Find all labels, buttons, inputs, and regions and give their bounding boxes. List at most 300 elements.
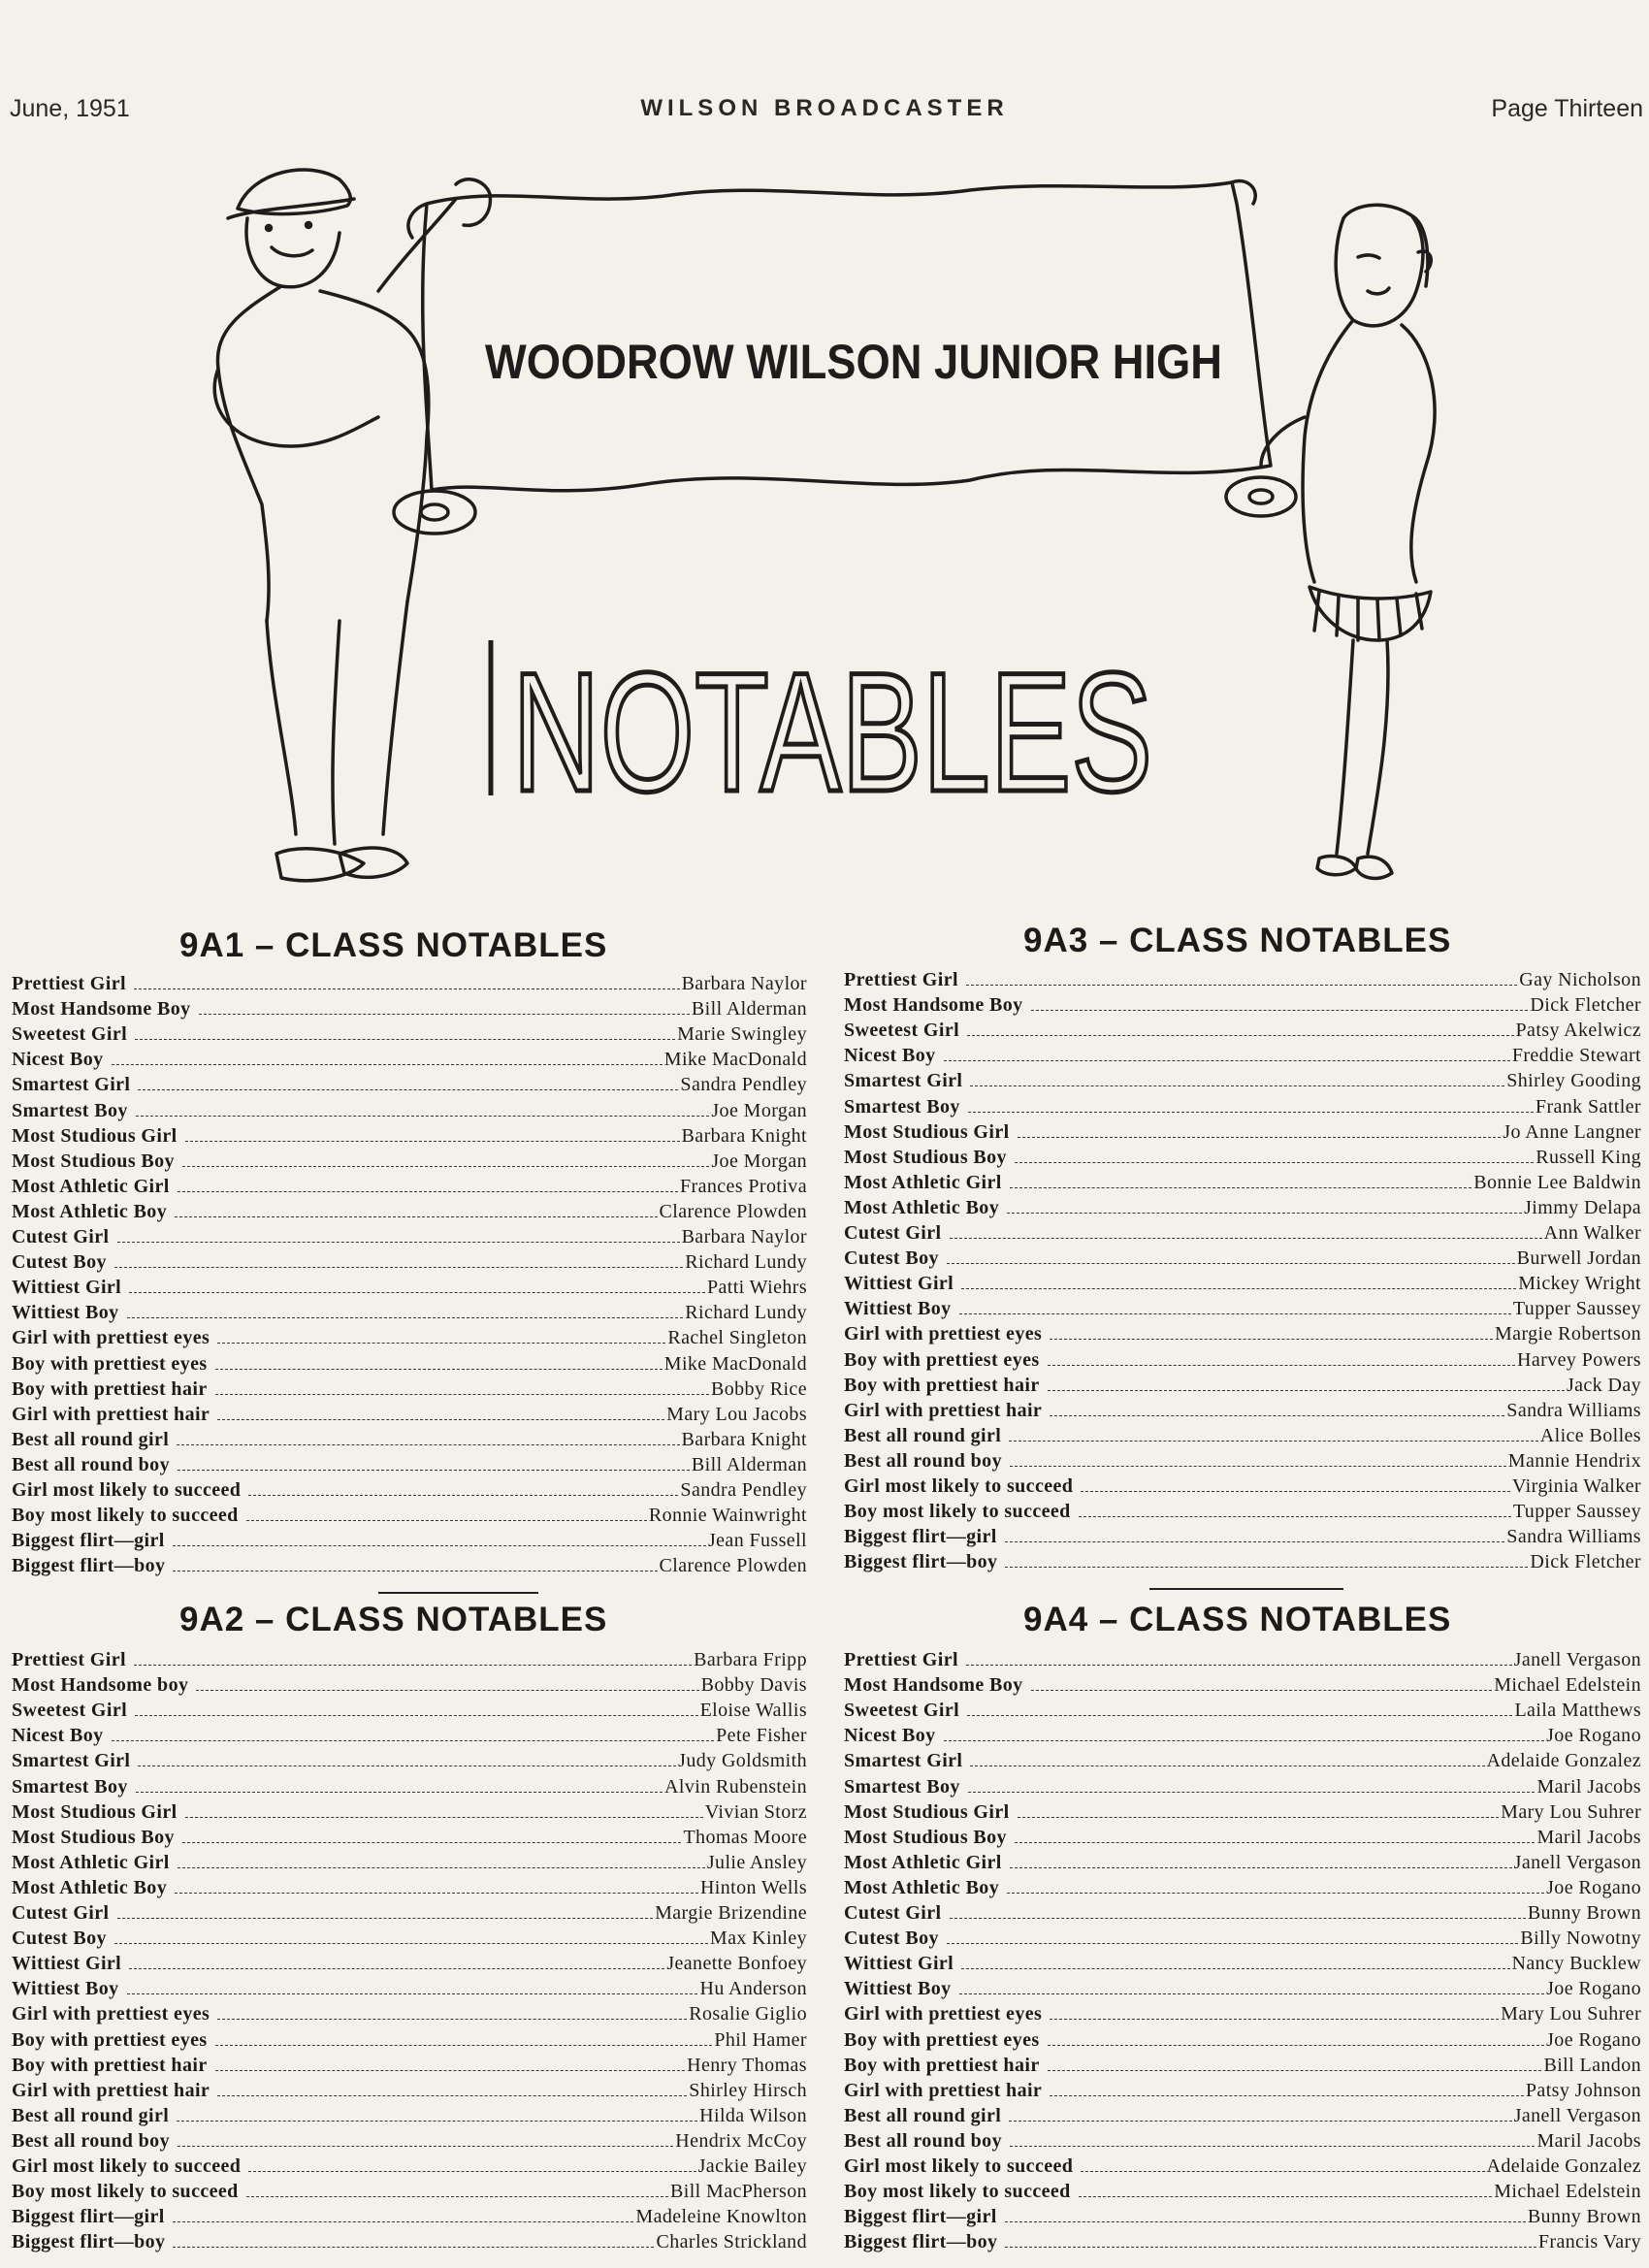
- notable-row: [844, 1798, 1641, 1824]
- notable-category: Best all round boy: [844, 1449, 1002, 1472]
- notable-name: Sandra Pendley: [680, 1478, 807, 1501]
- notable-row: [844, 1422, 1641, 1447]
- notable-name: Patsy Johnson: [1525, 2079, 1641, 2101]
- leader-dashes: [950, 1918, 1526, 1919]
- leader-dashes: [178, 2146, 673, 2147]
- notable-category: Girl with prettiest hair: [844, 1399, 1043, 1421]
- leader-dashes: [1015, 1842, 1535, 1843]
- notable-category: Most Studious Boy: [12, 1150, 175, 1172]
- notable-name: Jean Fussell: [707, 1530, 807, 1552]
- notable-category: Most Athletic Girl: [12, 1175, 170, 1197]
- notable-row: [12, 995, 807, 1021]
- notable-name: Barbara Knight: [681, 1428, 807, 1450]
- notable-name: Bobby Davis: [700, 1674, 807, 1697]
- leader-dashes: [961, 1288, 1516, 1289]
- notable-category: Cutest Boy: [844, 1928, 939, 1950]
- leader-dashes: [175, 1216, 657, 1217]
- notable-row: [844, 1092, 1641, 1118]
- notable-category: Girl most likely to succeed: [12, 2155, 242, 2177]
- leader-dashes: [1048, 1365, 1515, 1366]
- notable-category: Prettiest Girl: [844, 1649, 958, 1671]
- notable-name: Billy Nowotny: [1520, 1928, 1641, 1950]
- notable-name: Margie Robertson: [1494, 1323, 1641, 1345]
- notable-category: Wittiest Girl: [844, 1953, 954, 1975]
- notable-row: [12, 1697, 807, 1722]
- notable-row: [844, 1950, 1641, 1975]
- notable-name: Shirley Gooding: [1506, 1070, 1641, 1092]
- notable-name: Mike MacDonald: [663, 1352, 807, 1375]
- notable-name: Jackie Bailey: [697, 2155, 807, 2177]
- notable-name: Bill MacPherson: [670, 2181, 807, 2203]
- leader-dashes: [178, 1191, 678, 1192]
- notables-headline: NOTABLES: [512, 638, 1152, 827]
- leader-dashes: [182, 1166, 709, 1167]
- notables-list-9a3: [844, 966, 1641, 1573]
- leader-dashes: [1050, 1415, 1504, 1416]
- leader-dashes: [1010, 1867, 1512, 1868]
- leader-dashes: [944, 1060, 1510, 1061]
- notable-row: [12, 1798, 807, 1824]
- notable-category: Boy most likely to succeed: [844, 2181, 1071, 2203]
- notable-name: Dick Fletcher: [1530, 994, 1641, 1017]
- notable-name: Thomas Moore: [683, 1826, 807, 1848]
- notable-row: [844, 1169, 1641, 1194]
- notable-row: [844, 1144, 1641, 1169]
- notable-name: Frank Sattler: [1535, 1095, 1641, 1118]
- leader-dashes: [177, 1444, 679, 1445]
- notable-name: Vivian Storz: [704, 1800, 807, 1823]
- leader-dashes: [246, 1520, 647, 1521]
- notable-category: Wittiest Boy: [844, 1978, 952, 2000]
- notable-row: [844, 1219, 1641, 1245]
- notable-row: [12, 2203, 807, 2228]
- separator-rule-left: [378, 1592, 538, 1594]
- notable-category: Most Athletic Girl: [844, 1171, 1002, 1193]
- notable-name: Barbara Naylor: [681, 973, 807, 995]
- notable-category: Cutest Girl: [12, 1226, 110, 1248]
- notable-category: Best all round girl: [12, 2104, 170, 2126]
- notable-name: Jack Day: [1566, 1374, 1641, 1396]
- notable-row: [844, 2203, 1641, 2228]
- notable-row: [844, 2077, 1641, 2102]
- notable-category: Sweetest Girl: [844, 1020, 960, 1042]
- leader-dashes: [968, 1792, 1536, 1793]
- notable-name: Adelaide Gonzalez: [1486, 2155, 1641, 2177]
- notable-name: Mary Lou Jacobs: [666, 1403, 807, 1425]
- leader-dashes: [217, 1343, 665, 1344]
- notable-category: Smartest Girl: [12, 1074, 131, 1096]
- notable-name: Mary Lou Suhrer: [1501, 2003, 1641, 2025]
- notable-category: Biggest flirt—girl: [844, 1526, 997, 1548]
- notable-category: Boy with prettiest eyes: [12, 2028, 208, 2051]
- notable-name: Janell Vergason: [1513, 1851, 1641, 1873]
- notable-row: [844, 1722, 1641, 1747]
- notable-row: [12, 1451, 807, 1476]
- notable-row: [12, 1899, 807, 1925]
- notable-row: [12, 1874, 807, 1899]
- section-title-9a2: 9A2 – CLASS NOTABLES: [179, 1601, 608, 1638]
- notable-category: Most Studious Boy: [12, 1826, 175, 1848]
- leader-dashes: [248, 1495, 678, 1496]
- leader-dashes: [129, 1968, 664, 1969]
- notable-category: Cutest Boy: [12, 1928, 107, 1950]
- notable-name: Rosalie Giglio: [689, 2003, 807, 2025]
- leader-dashes: [175, 1893, 698, 1894]
- notable-category: Boy most likely to succeed: [844, 1501, 1071, 1523]
- leader-dashes: [1081, 1491, 1510, 1492]
- leader-dashes: [134, 1665, 692, 1666]
- leader-dashes: [1010, 1187, 1472, 1188]
- leader-dashes: [1007, 1213, 1522, 1214]
- notable-name: Dick Fletcher: [1530, 1551, 1641, 1573]
- notable-name: Nancy Bucklew: [1511, 1953, 1641, 1975]
- notable-name: Sandra Williams: [1506, 1399, 1641, 1421]
- notable-category: Smartest Boy: [844, 1775, 960, 1798]
- notable-name: Phil Hamer: [714, 2028, 807, 2051]
- page-number: Page Thirteen: [1491, 95, 1643, 122]
- notable-row: [844, 1067, 1641, 1092]
- notable-name: Joe Rogano: [1546, 1876, 1641, 1898]
- leader-dashes: [968, 1112, 1534, 1113]
- notable-category: Girl with prettiest hair: [844, 2079, 1043, 2101]
- notable-name: Marie Swingley: [677, 1023, 807, 1046]
- notable-name: Bunny Brown: [1527, 2206, 1641, 2228]
- leader-dashes: [215, 1394, 709, 1395]
- notable-row: [844, 991, 1641, 1017]
- notable-name: Bunny Brown: [1527, 1902, 1641, 1925]
- notable-row: [12, 1274, 807, 1299]
- notable-row: [844, 1118, 1641, 1144]
- notable-row: [844, 2153, 1641, 2178]
- notable-row: [12, 1122, 807, 1148]
- notable-category: Most Handsome boy: [12, 1674, 189, 1697]
- leader-dashes: [1048, 2045, 1545, 2046]
- notable-name: Clarence Plowden: [659, 1555, 807, 1577]
- notable-category: Girl most likely to succeed: [12, 1478, 242, 1501]
- notable-row: [12, 1476, 807, 1502]
- leader-dashes: [135, 1715, 698, 1716]
- leader-dashes: [1050, 1339, 1493, 1340]
- scroll-roll-left: [394, 491, 475, 534]
- notable-category: Boy with prettiest hair: [844, 1374, 1040, 1396]
- leader-dashes: [136, 1792, 663, 1793]
- notable-name: Bill Alderman: [691, 1453, 807, 1475]
- notable-category: Cutest Girl: [844, 1222, 942, 1245]
- notable-category: Biggest flirt—boy: [844, 1551, 998, 1573]
- leader-dashes: [138, 1089, 678, 1090]
- notable-row: [12, 1950, 807, 1975]
- notable-name: Judy Goldsmith: [678, 1750, 807, 1772]
- notables-list-9a2: [12, 1646, 807, 2253]
- notable-row: [12, 1148, 807, 1173]
- leader-dashes: [1009, 2121, 1511, 2122]
- notable-row: [12, 1646, 807, 1671]
- notable-name: Harvey Powers: [1517, 1348, 1641, 1371]
- notable-name: Janell Vergason: [1513, 1649, 1641, 1671]
- notable-category: Cutest Boy: [12, 1251, 107, 1274]
- notable-row: [12, 1722, 807, 1747]
- notable-row: [844, 1849, 1641, 1874]
- notable-name: Jimmy Delapa: [1524, 1196, 1641, 1218]
- notable-row: [12, 1096, 807, 1121]
- leader-dashes: [950, 1238, 1542, 1239]
- notables-list-9a1: [12, 970, 807, 1577]
- notable-name: Hinton Wells: [699, 1876, 807, 1898]
- leader-dashes: [215, 2070, 686, 2071]
- leader-dashes: [959, 1993, 1545, 1994]
- notables-list-9a4: [844, 1646, 1641, 2253]
- notable-row: [844, 1646, 1641, 1671]
- notable-name: Madeleine Knowlton: [635, 2206, 807, 2228]
- notable-category: Most Studious Boy: [844, 1826, 1007, 1848]
- notable-row: [12, 1324, 807, 1349]
- notable-category: Boy with prettiest eyes: [844, 1348, 1040, 1371]
- notable-category: Smartest Girl: [844, 1070, 963, 1092]
- notable-category: Prettiest Girl: [12, 973, 126, 995]
- leader-dashes: [1010, 1466, 1506, 1467]
- notable-name: Eloise Wallis: [699, 1700, 807, 1722]
- notable-row: [12, 1173, 807, 1198]
- notable-category: Girl with prettiest eyes: [844, 1323, 1043, 1345]
- notable-name: Richard Lundy: [685, 1302, 807, 1324]
- leader-dashes: [177, 2121, 697, 2122]
- notable-row: [12, 1849, 807, 1874]
- notable-category: Nicest Boy: [12, 1049, 104, 1071]
- notable-category: Wittiest Girl: [12, 1277, 122, 1299]
- leader-dashes: [217, 1419, 664, 1420]
- notable-row: [12, 1824, 807, 1849]
- notable-category: Best all round girl: [844, 2104, 1002, 2126]
- notable-category: Smartest Girl: [844, 1750, 963, 1772]
- notable-row: [844, 1697, 1641, 1722]
- notable-category: Biggest flirt—girl: [12, 1530, 165, 1552]
- boy-figure: [214, 170, 490, 881]
- leader-dashes: [1081, 2171, 1484, 2172]
- notable-category: Girl with prettiest eyes: [844, 2003, 1043, 2025]
- notable-name: Hu Anderson: [699, 1978, 807, 2000]
- leader-dashes: [966, 985, 1517, 986]
- notable-name: Joe Morgan: [711, 1099, 807, 1121]
- leader-dashes: [185, 1817, 703, 1818]
- notable-category: Best all round boy: [844, 2129, 1002, 2152]
- notable-category: Cutest Girl: [844, 1902, 942, 1925]
- leader-dashes: [217, 2095, 687, 2096]
- leader-dashes: [1005, 1541, 1505, 1542]
- notable-row: [844, 966, 1641, 991]
- notable-category: Wittiest Boy: [12, 1302, 119, 1324]
- separator-rule-right: [1149, 1588, 1343, 1590]
- issue-date: June, 1951: [10, 95, 130, 122]
- notable-row: [12, 1223, 807, 1248]
- notable-name: Rachel Singleton: [667, 1327, 807, 1349]
- notable-row: [844, 2102, 1641, 2127]
- notable-name: Patti Wiehrs: [706, 1277, 807, 1299]
- notable-category: Most Studious Girl: [12, 1800, 178, 1823]
- leader-dashes: [1079, 1516, 1511, 1517]
- notable-row: [844, 1245, 1641, 1270]
- notable-name: Ann Walker: [1543, 1222, 1641, 1245]
- notable-category: Most Athletic Girl: [12, 1851, 170, 1873]
- notable-category: Girl with prettiest hair: [12, 1403, 210, 1425]
- notable-category: Smartest Girl: [12, 1750, 131, 1772]
- notable-category: Boy with prettiest eyes: [12, 1352, 208, 1375]
- notable-name: Tupper Saussey: [1512, 1501, 1641, 1523]
- notable-row: [844, 1498, 1641, 1523]
- notable-category: Nicest Boy: [844, 1725, 936, 1747]
- leader-dashes: [182, 1842, 681, 1843]
- notable-row: [12, 1401, 807, 1426]
- notable-name: Pete Fisher: [716, 1725, 807, 1747]
- notable-category: Best all round boy: [12, 2129, 170, 2152]
- notable-category: Most Studious Boy: [844, 1146, 1007, 1168]
- leader-dashes: [114, 1943, 708, 1944]
- notable-name: Barbara Fripp: [694, 1649, 807, 1671]
- notable-category: Prettiest Girl: [12, 1649, 126, 1671]
- notable-name: Alice Bolles: [1539, 1424, 1641, 1446]
- leader-dashes: [112, 1064, 663, 1065]
- notable-name: Michael Edelstein: [1494, 1674, 1641, 1697]
- notable-category: Boy with prettiest hair: [844, 2054, 1040, 2076]
- leader-dashes: [1050, 2019, 1499, 2020]
- leader-dashes: [1015, 1162, 1534, 1163]
- notable-category: Biggest flirt—boy: [12, 1555, 166, 1577]
- notable-category: Biggest flirt—boy: [844, 2231, 998, 2253]
- notable-row: [844, 1747, 1641, 1772]
- leader-dashes: [961, 1968, 1509, 1969]
- notable-name: Frances Protiva: [680, 1175, 807, 1197]
- notable-name: Jeanette Bonfoey: [666, 1953, 807, 1975]
- notable-row: [12, 1376, 807, 1401]
- notable-row: [844, 1194, 1641, 1219]
- notable-category: Most Athletic Girl: [844, 1851, 1002, 1873]
- leader-dashes: [1005, 2221, 1526, 2222]
- notable-name: Shirley Hirsch: [689, 2079, 807, 2101]
- banner-illustration: [0, 0, 1649, 931]
- notable-row: [12, 2153, 807, 2178]
- leader-dashes: [1048, 2070, 1542, 2071]
- notable-name: Sandra Pendley: [680, 1074, 807, 1096]
- notable-row: [12, 2000, 807, 2025]
- leader-dashes: [185, 1141, 680, 1142]
- notable-name: Margie Brizendine: [655, 1902, 807, 1925]
- notable-name: Joe Rogano: [1546, 2028, 1641, 2051]
- notable-name: Francis Vary: [1537, 2231, 1641, 2253]
- leader-dashes: [178, 1470, 690, 1471]
- leader-dashes: [1031, 1690, 1493, 1691]
- leader-dashes: [248, 2171, 695, 2172]
- notable-name: Gay Nicholson: [1519, 969, 1641, 991]
- notable-row: [844, 1042, 1641, 1067]
- notable-name: Hilda Wilson: [699, 2104, 807, 2126]
- notable-row: [12, 1046, 807, 1071]
- notable-name: Bonnie Lee Baldwin: [1473, 1171, 1641, 1193]
- leader-dashes: [246, 2196, 668, 2197]
- notable-name: Joe Morgan: [711, 1150, 807, 1172]
- leader-dashes: [127, 1317, 684, 1318]
- notable-row: [844, 2127, 1641, 2153]
- leader-dashes: [1050, 2095, 1524, 2096]
- notable-row: [12, 1552, 807, 1577]
- notable-row: [12, 1975, 807, 2000]
- leader-dashes: [1007, 1893, 1544, 1894]
- leader-dashes: [947, 1943, 1518, 1944]
- notable-row: [844, 1295, 1641, 1320]
- notable-row: [12, 2228, 807, 2253]
- notable-name: Alvin Rubenstein: [664, 1775, 807, 1798]
- notable-row: [12, 2052, 807, 2077]
- notable-name: Mary Lou Suhrer: [1501, 1800, 1641, 1823]
- leader-dashes: [196, 1690, 698, 1691]
- notable-category: Wittiest Boy: [844, 1298, 952, 1320]
- leader-dashes: [199, 1014, 690, 1015]
- leader-dashes: [959, 1313, 1511, 1314]
- leader-dashes: [966, 1665, 1512, 1666]
- notable-row: [12, 1248, 807, 1274]
- leader-dashes: [134, 988, 680, 989]
- leader-dashes: [1031, 1010, 1529, 1011]
- notable-row: [12, 1747, 807, 1772]
- notable-row: [12, 1349, 807, 1375]
- notable-name: Mickey Wright: [1518, 1273, 1641, 1295]
- notable-name: Max Kinley: [709, 1928, 807, 1950]
- notable-name: Joe Rogano: [1546, 1978, 1641, 2000]
- notable-row: [12, 1299, 807, 1324]
- notable-category: Boy with prettiest eyes: [844, 2028, 1040, 2051]
- notable-row: [12, 970, 807, 995]
- notable-category: Boy most likely to succeed: [12, 2181, 239, 2203]
- notable-category: Biggest flirt—girl: [844, 2206, 997, 2228]
- leader-dashes: [970, 1085, 1504, 1086]
- notable-name: Henry Thomas: [687, 2054, 807, 2076]
- notable-category: Most Athletic Boy: [844, 1196, 1000, 1218]
- leader-dashes: [178, 1867, 705, 1868]
- leader-dashes: [1079, 2196, 1493, 2197]
- notable-category: Boy most likely to succeed: [12, 1505, 239, 1527]
- notable-row: [844, 1320, 1641, 1345]
- notable-category: Nicest Boy: [12, 1725, 104, 1747]
- notable-name: Maril Jacobs: [1536, 2129, 1641, 2152]
- notable-row: [844, 1270, 1641, 1295]
- notable-category: Most Handsome Boy: [844, 1674, 1023, 1697]
- notable-category: Cutest Boy: [844, 1247, 939, 1270]
- leader-dashes: [967, 1035, 1513, 1036]
- leader-dashes: [117, 1242, 680, 1243]
- notable-row: [844, 1925, 1641, 1950]
- notable-category: Biggest flirt—boy: [12, 2231, 166, 2253]
- notable-row: [12, 1198, 807, 1223]
- notable-row: [844, 1473, 1641, 1498]
- leader-dashes: [1005, 1567, 1528, 1568]
- notable-row: [844, 1017, 1641, 1042]
- leader-dashes: [1010, 2146, 1535, 2147]
- notable-row: [844, 1397, 1641, 1422]
- notable-name: Adelaide Gonzalez: [1486, 1750, 1641, 1772]
- notable-category: Most Athletic Boy: [12, 1200, 168, 1222]
- notable-row: [844, 1874, 1641, 1899]
- notable-row: [12, 2178, 807, 2203]
- notable-category: Best all round boy: [12, 1453, 170, 1475]
- leader-dashes: [173, 2247, 654, 2248]
- notable-row: [12, 2127, 807, 2153]
- section-title-9a1: 9A1 – CLASS NOTABLES: [179, 926, 608, 964]
- notable-category: Girl most likely to succeed: [844, 2155, 1074, 2177]
- notable-row: [12, 1426, 807, 1451]
- notable-row: [12, 2077, 807, 2102]
- notable-category: Most Handsome Boy: [844, 994, 1023, 1017]
- leader-dashes: [173, 2221, 634, 2222]
- leader-dashes: [129, 1292, 705, 1293]
- notable-category: Most Handsome Boy: [12, 998, 191, 1021]
